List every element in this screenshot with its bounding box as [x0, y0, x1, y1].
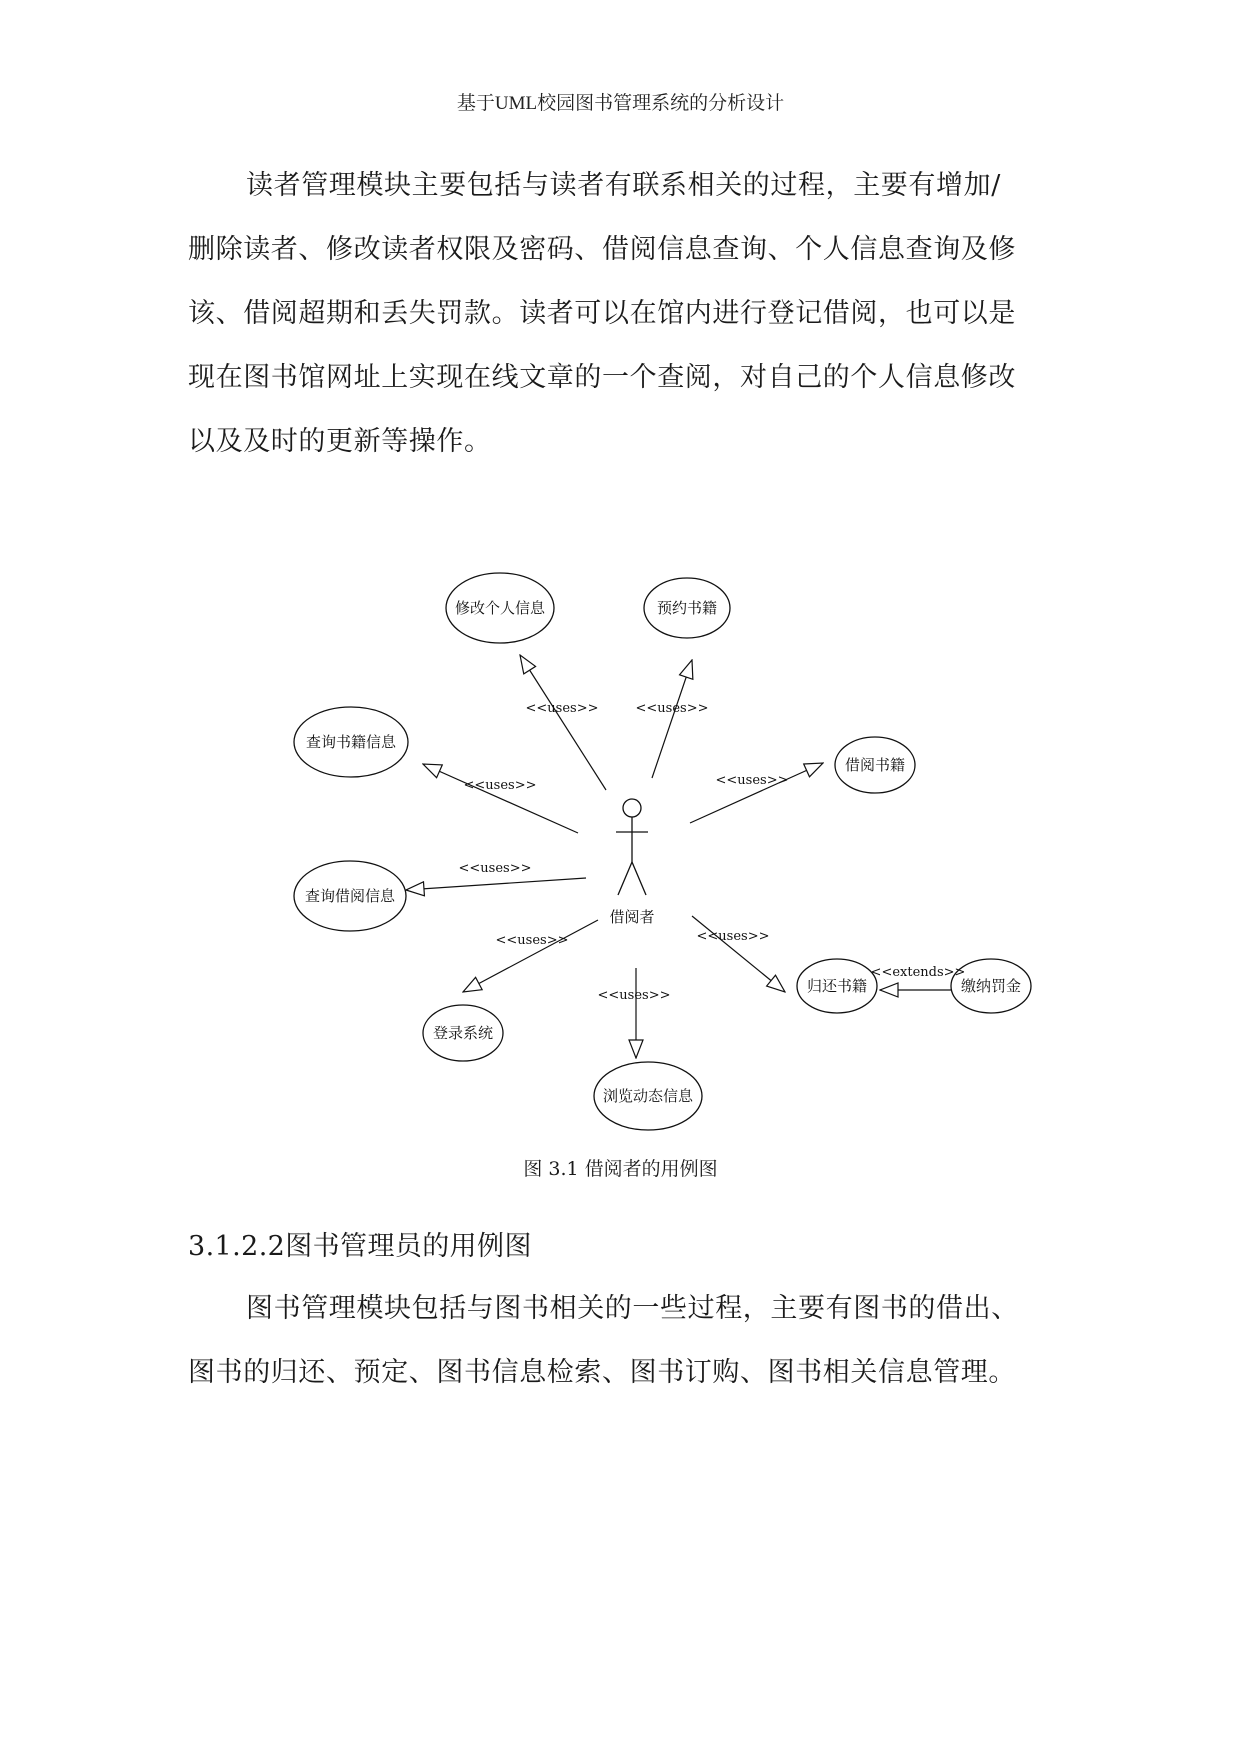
running-header: 基于UML校园图书管理系统的分析设计 — [456, 93, 785, 114]
arrow-uses-modify-info — [520, 655, 606, 790]
label-uses-browse-news: <<uses>> — [597, 988, 671, 1003]
usecase-pay-fine-label: 缴纳罚金 — [960, 977, 1022, 995]
label-uses-login: <<uses>> — [495, 933, 569, 948]
intro-line-2: 删除读者、修改读者权限及密码、借阅信息查询、个人信息查询及修 — [188, 234, 1016, 265]
actor-borrower — [616, 799, 648, 895]
intro-line-3: 该、借阅超期和丢失罚款。读者可以在馆内进行登记借阅，也可以是 — [188, 298, 1016, 329]
label-uses-return-books: <<uses>> — [696, 929, 770, 944]
label-uses-borrow-books: <<uses>> — [715, 773, 789, 788]
arrow-uses-return-books — [692, 916, 785, 992]
usecase-browse-news-label: 浏览动态信息 — [602, 1087, 694, 1105]
usecase-borrow-books-label: 借阅书籍 — [844, 756, 906, 774]
intro-line-1: 读者管理模块主要包括与读者有联系相关的过程，主要有增加/ — [246, 170, 1001, 201]
label-uses-query-borrow-info: <<uses>> — [458, 861, 532, 876]
usecase-query-borrow-info-label: 查询借阅信息 — [304, 887, 396, 905]
section-line-2: 图书的归还、预定、图书信息检索、图书订购、图书相关信息管理。 — [188, 1357, 1016, 1388]
actor-name: 借阅者 — [609, 908, 655, 926]
section-paragraph — [188, 1277, 1078, 1405]
usecase-modify-info-label: 修改个人信息 — [454, 599, 546, 617]
usecase-return-books-label: 归还书籍 — [806, 977, 868, 995]
arrow-uses-reserve-books — [652, 660, 692, 778]
label-uses-query-book-info: <<uses>> — [463, 778, 537, 793]
usecase-query-book-info-label: 查询书籍信息 — [305, 733, 397, 751]
section-line-1: 图书管理模块包括与图书相关的一些过程，主要有图书的借出、 — [246, 1293, 1019, 1324]
arrow-uses-login — [463, 920, 598, 992]
arrow-uses-query-book-info — [423, 764, 578, 833]
label-uses-modify-info: <<uses>> — [525, 701, 599, 716]
actor-left-leg — [618, 862, 632, 895]
figure-caption: 图 3.1 借阅者的用例图 — [523, 1158, 718, 1180]
usecase-reserve-books-label: 预约书籍 — [656, 599, 718, 617]
intro-line-4: 现在图书馆网址上实现在线文章的一个查阅，对自己的个人信息修改 — [188, 362, 1016, 393]
actor-head — [623, 799, 641, 817]
usecase-login-label: 登录系统 — [432, 1024, 494, 1042]
arrow-uses-query-borrow-info — [406, 878, 586, 890]
arrow-uses-borrow-books — [690, 763, 823, 823]
actor-right-leg — [632, 862, 646, 895]
section-heading: 3.1.2.2图书管理员的用例图 — [188, 1231, 532, 1262]
label-uses-reserve-books: <<uses>> — [635, 701, 709, 716]
intro-line-5: 以及及时的更新等操作。 — [188, 426, 492, 457]
label-extends-pay-fine: <<extends>> — [870, 965, 966, 980]
